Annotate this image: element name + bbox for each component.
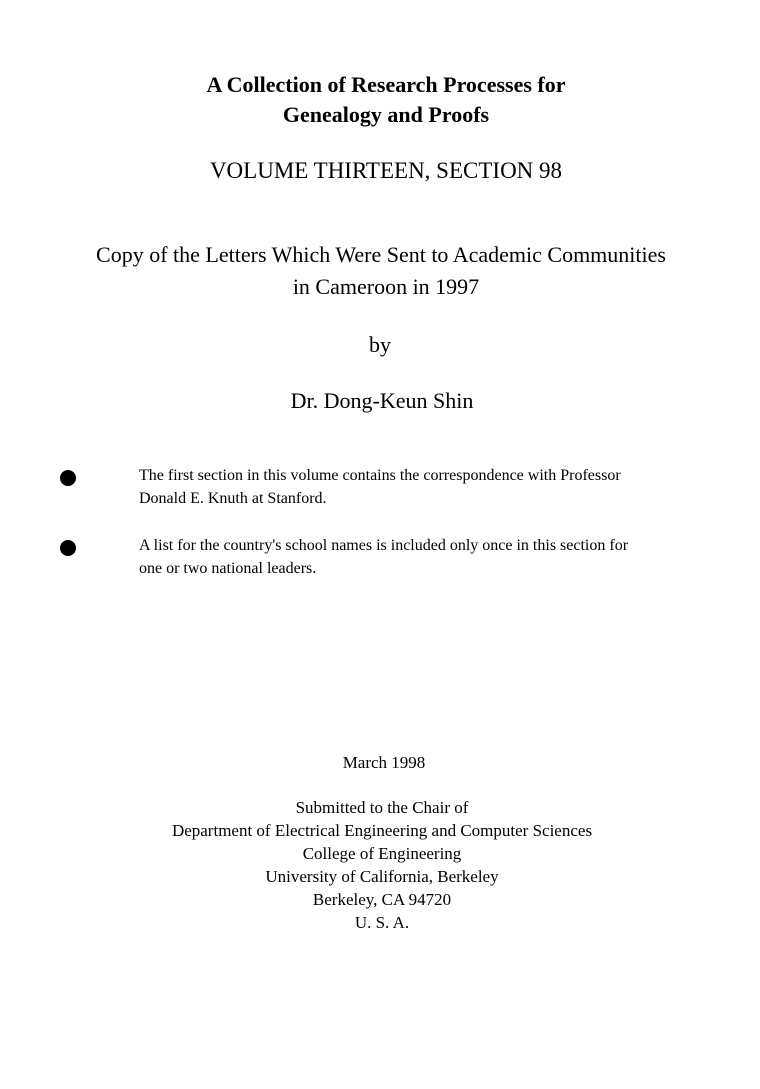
note-text-line: Donald E. Knuth at Stanford. xyxy=(139,490,327,507)
address-line: U. S. A. xyxy=(354,913,410,932)
bullet-icon xyxy=(60,470,76,486)
document-title-line-1: A Collection of Research Processes for xyxy=(206,72,566,97)
note-text-line: one or two national leaders. xyxy=(139,560,317,577)
address-line: Submitted to the Chair of xyxy=(295,798,469,817)
note-text xyxy=(139,464,719,510)
document-title-line-2: Genealogy and Proofs xyxy=(282,102,490,127)
volume-section-heading: VOLUME THIRTEEN, SECTION 98 xyxy=(209,158,563,183)
address-line: University of California, Berkeley xyxy=(265,867,499,886)
address-line: Department of Electrical Engineering and Computer Sciences xyxy=(171,821,593,840)
submission-date: March 1998 xyxy=(342,753,426,772)
note-text-line: A list for the country's school names is included only once in this section for xyxy=(139,537,629,554)
note-text-line: The first section in this volume contains the correspondence with Professor xyxy=(139,467,621,484)
note-text xyxy=(139,534,719,580)
byline-by: by xyxy=(369,332,391,357)
subtitle-line-2: in Cameroon in 1997 xyxy=(292,274,480,299)
bullet-icon xyxy=(60,540,76,556)
author-name: Dr. Dong-Keun Shin xyxy=(290,388,474,413)
submission-address xyxy=(2,796,760,934)
address-line: College of Engineering xyxy=(302,844,462,863)
address-line: Berkeley, CA 94720 xyxy=(312,890,452,909)
subtitle-line-1: Copy of the Letters Which Were Sent to Academic Communities xyxy=(96,242,666,267)
